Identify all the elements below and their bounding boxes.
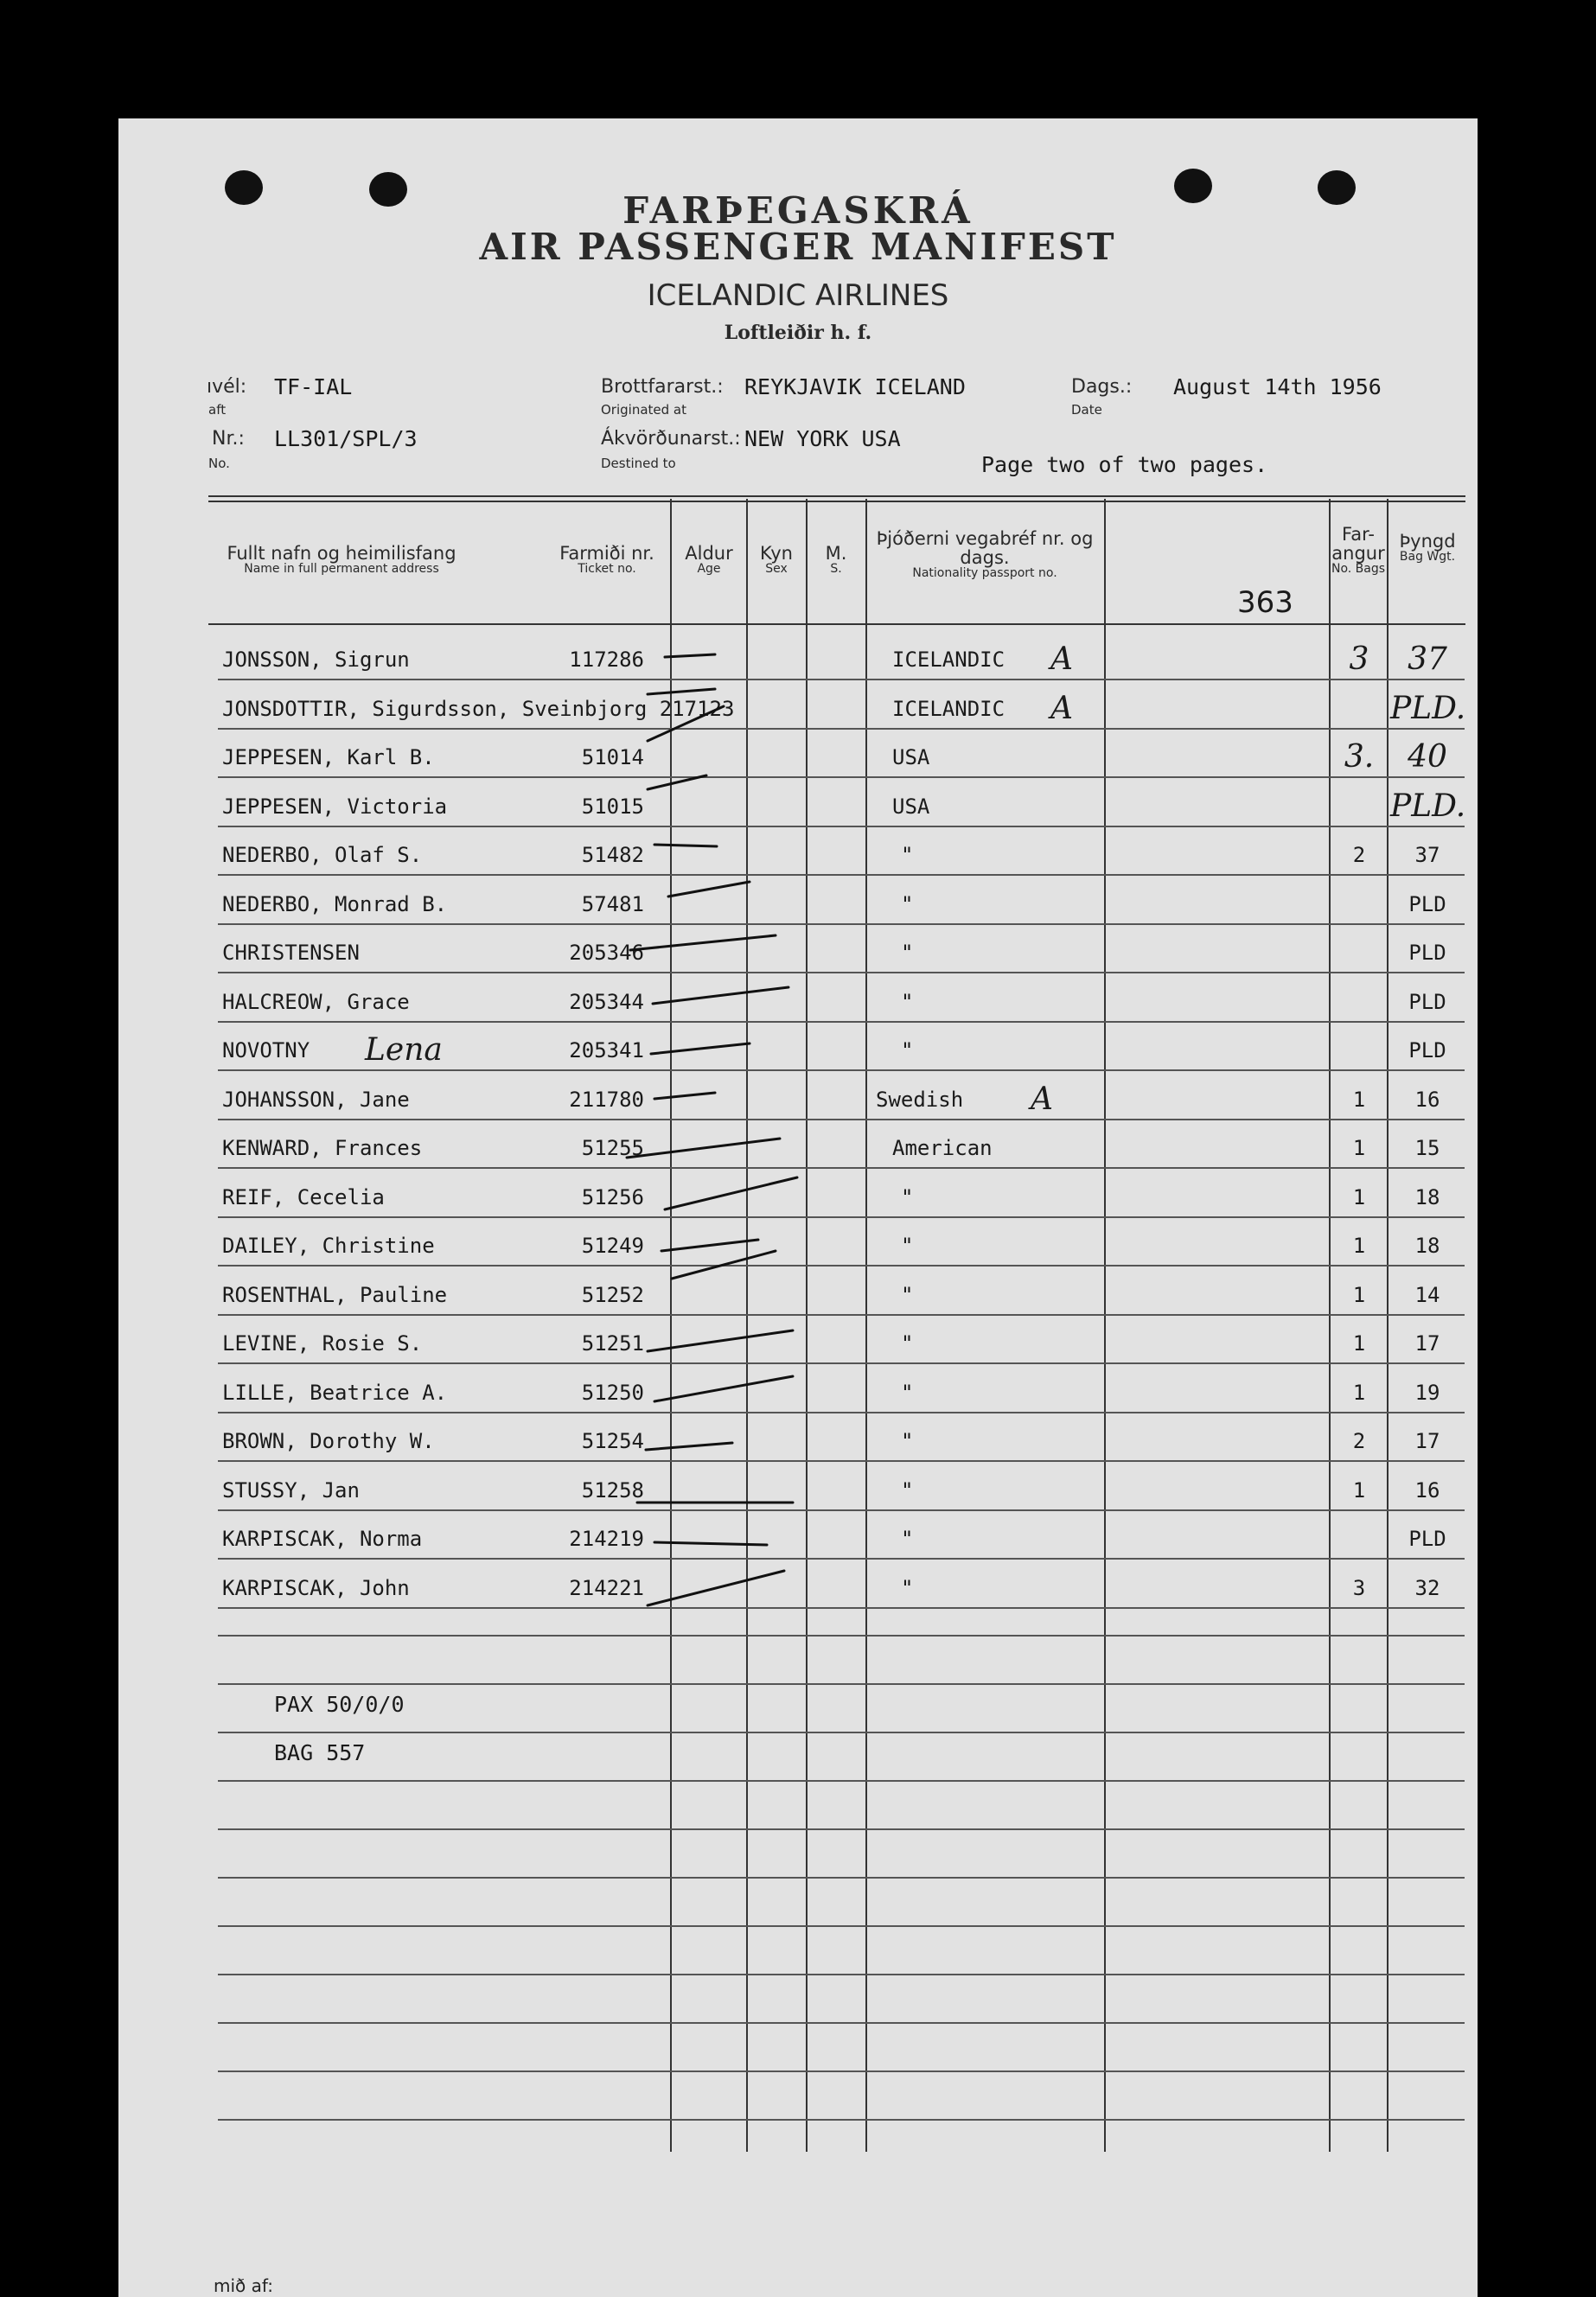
blank-row-rule [218, 1974, 1465, 1975]
col-header-weight: Þyngd Bag Wgt. [1399, 531, 1456, 565]
ticket-number: 51251 [581, 1331, 644, 1356]
bag-weight: PLD [1408, 891, 1446, 916]
footer-note: mið af: [214, 2275, 273, 2296]
ticket-number: 51256 [581, 1184, 644, 1209]
destination-value: NEW YORK USA [744, 426, 901, 451]
bag-weight: 17 [1414, 1429, 1440, 1453]
bag-weight: 17 [1414, 1331, 1440, 1356]
ticket-number: 51255 [581, 1136, 644, 1160]
ticket-number: 211780 [569, 1087, 644, 1112]
passenger-name: REIF, Cecelia [222, 1184, 385, 1209]
destination-label-en: Destined to [601, 456, 676, 471]
passenger-name: BROWN, Dorothy W. [222, 1429, 435, 1453]
bag-weight: 16 [1414, 1087, 1440, 1112]
bag-weight: 15 [1414, 1136, 1440, 1160]
ticket-number: 51250 [581, 1380, 644, 1405]
bag-weight: PLD [1408, 941, 1446, 965]
date-value: August 14th 1956 [1173, 374, 1382, 399]
passenger-name: NEDERBO, Olaf S. [222, 843, 423, 867]
bag-count: 1 [1352, 1234, 1366, 1258]
nationality: " [901, 1038, 914, 1062]
col-header-nationality: Þjóðerni vegabréf nr. og dags. Nationality passport no. [876, 528, 1094, 581]
blank-row-rule [218, 2070, 1465, 2072]
ticket-number: 51482 [581, 843, 644, 867]
passenger-name: DAILEY, Christine [222, 1234, 435, 1258]
nationality: " [901, 1184, 914, 1209]
bag-count: 1 [1352, 1477, 1366, 1503]
col-header-sex: Kyn Sex [760, 543, 793, 577]
nationality: " [901, 1429, 914, 1453]
bag-count: 1 [1352, 1136, 1366, 1160]
flight-label: Nr.: [212, 428, 245, 450]
passenger-name: JONSDOTTIR, Sigurdsson, Sveinbjorg 217123 [222, 696, 735, 721]
col-header-age: Aldur Age [685, 543, 733, 577]
passenger-name: JEPPESEN, Victoria [222, 794, 448, 819]
col-header-name: Fullt nafn og heimilisfang Name in full permanent address [227, 543, 456, 577]
bag-weight: 14 [1414, 1282, 1440, 1307]
destination-label: Ákvörðunarst.: [601, 428, 741, 450]
page-note: Page two of two pages. [981, 452, 1268, 477]
bag-count: 1 [1352, 1380, 1366, 1405]
passenger-name-handwritten: Lena [365, 1032, 443, 1068]
bag-count: 2 [1352, 1429, 1366, 1453]
ticket-number: 205344 [569, 989, 644, 1014]
passenger-name: KARPISCAK, Norma [222, 1527, 423, 1551]
origin-label: Brottfararst.: [601, 376, 724, 398]
blank-row-rule [218, 1780, 1465, 1782]
nationality: " [901, 941, 914, 965]
col-header-ticket: Farmiði nr. Ticket no. [559, 543, 654, 577]
ticket-number: 57481 [581, 891, 644, 916]
passenger-name: NEDERBO, Monrad B. [222, 891, 448, 916]
passenger-name: JONSSON, Sigrun [222, 648, 410, 672]
ticket-number: 51254 [581, 1429, 644, 1453]
blank-row-rule [218, 2022, 1465, 2024]
nationality: " [901, 1380, 914, 1405]
bag-count: 1 [1352, 1282, 1366, 1307]
bag-count: 1 [1352, 1184, 1366, 1209]
passenger-name: ROSENTHAL, Pauline [222, 1282, 448, 1307]
passenger-name: KENWARD, Frances [222, 1136, 423, 1160]
nationality: ICELANDIC [892, 648, 1005, 672]
nationality: " [901, 1477, 914, 1503]
origin-value: REYKJAVIK ICELAND [744, 374, 966, 399]
nationality: USA [892, 794, 930, 819]
passenger-name: NOVOTNY [222, 1038, 310, 1062]
origin-label-en: Originated at [601, 402, 687, 418]
ticket-number: 51258 [581, 1477, 644, 1503]
aircraft-value: TF-IAL [274, 374, 353, 399]
nationality: American [892, 1136, 993, 1160]
passenger-name: HALCREOW, Grace [222, 989, 410, 1014]
ticket-number: 117286 [569, 648, 644, 672]
bag-weight: PLD. [1390, 690, 1466, 726]
passenger-name: JEPPESEN, Karl B. [222, 745, 435, 769]
blank-row-rule [218, 2119, 1465, 2121]
nationality: " [901, 1331, 914, 1356]
bag-count: 3 [1352, 1575, 1366, 1600]
handwritten-mark: A [1050, 690, 1073, 726]
bag-weight: 16 [1414, 1477, 1440, 1503]
handwritten-363: 363 [1237, 585, 1293, 620]
nationality: " [901, 1527, 914, 1551]
bag-weight: PLD. [1390, 788, 1466, 824]
ticket-number: 205346 [569, 941, 644, 965]
bag-weight: 19 [1414, 1380, 1440, 1405]
bag-weight: 37 [1408, 641, 1447, 677]
ticket-number: 51014 [581, 745, 644, 769]
blank-row-rule [218, 1732, 1465, 1733]
bag-total: BAG 557 [274, 1740, 366, 1765]
nationality: " [901, 1234, 914, 1258]
passenger-name: CHRISTENSEN [222, 941, 360, 965]
blank-row-rule [218, 1877, 1465, 1879]
blank-row-rule [218, 1683, 1465, 1685]
passenger-name: LEVINE, Rosie S. [222, 1331, 423, 1356]
nationality: USA [892, 745, 930, 769]
passenger-name: KARPISCAK, John [222, 1575, 410, 1600]
bag-weight: 37 [1414, 843, 1440, 867]
date-label: Dags.: [1071, 376, 1133, 398]
flight-label-en: No. [208, 456, 230, 471]
bag-count: 1 [1352, 1331, 1366, 1356]
bag-weight: 18 [1414, 1184, 1440, 1209]
bag-weight: PLD [1408, 989, 1446, 1014]
ticket-number: 51015 [581, 794, 644, 819]
passenger-name: STUSSY, Jan [222, 1477, 360, 1503]
col-header-bags: Far-angur No. Bags [1331, 524, 1386, 577]
nationality: Swedish [876, 1087, 964, 1112]
blank-row-rule [218, 1828, 1465, 1830]
blank-row-rule [218, 1635, 1465, 1637]
bag-count: 2 [1352, 843, 1366, 867]
airline-name: ICELANDIC AIRLINES [647, 278, 949, 313]
bag-count: 3. [1344, 739, 1375, 775]
nationality: " [901, 1575, 914, 1600]
ticket-number: 214221 [569, 1575, 644, 1600]
manifest-sheet [118, 118, 1478, 2297]
ticket-number: 51249 [581, 1234, 644, 1258]
ticket-number: 205341 [569, 1038, 644, 1062]
title-icelandic: FARÞEGASKRÁ [622, 189, 974, 232]
nationality: " [901, 989, 914, 1014]
ticket-number: 51252 [581, 1282, 644, 1307]
date-label-en: Date [1071, 402, 1102, 418]
nationality: " [901, 1282, 914, 1307]
aircraft-label: ıvél: [207, 376, 247, 398]
bag-weight: PLD [1408, 1527, 1446, 1551]
flight-value: LL301/SPL/3 [274, 426, 418, 451]
bag-count: 3 [1349, 641, 1369, 677]
col-header-ms: M. S. [825, 543, 847, 577]
bag-weight: 18 [1414, 1234, 1440, 1258]
bag-weight: 40 [1408, 739, 1447, 775]
ticket-number: 214219 [569, 1527, 644, 1551]
bag-weight: 32 [1414, 1575, 1440, 1600]
bag-count: 1 [1352, 1087, 1366, 1112]
pen-strokes [118, 118, 1478, 2297]
bag-weight: PLD [1408, 1038, 1446, 1062]
pax-total: PAX 50/0/0 [274, 1692, 405, 1717]
passenger-name: LILLE, Beatrice A. [222, 1380, 448, 1405]
company-name: Loftleiðir h. f. [724, 322, 872, 344]
title-english: AIR PASSENGER MANIFEST [479, 226, 1117, 268]
nationality: " [901, 891, 914, 916]
nationality: ICELANDIC [892, 696, 1005, 721]
blank-row-rule [218, 1925, 1465, 1927]
passenger-name: JOHANSSON, Jane [222, 1087, 410, 1112]
handwritten-mark: A [1050, 641, 1073, 677]
handwritten-mark: A [1031, 1081, 1053, 1117]
aircraft-label-en: aft [208, 402, 227, 418]
nationality: " [901, 843, 914, 867]
